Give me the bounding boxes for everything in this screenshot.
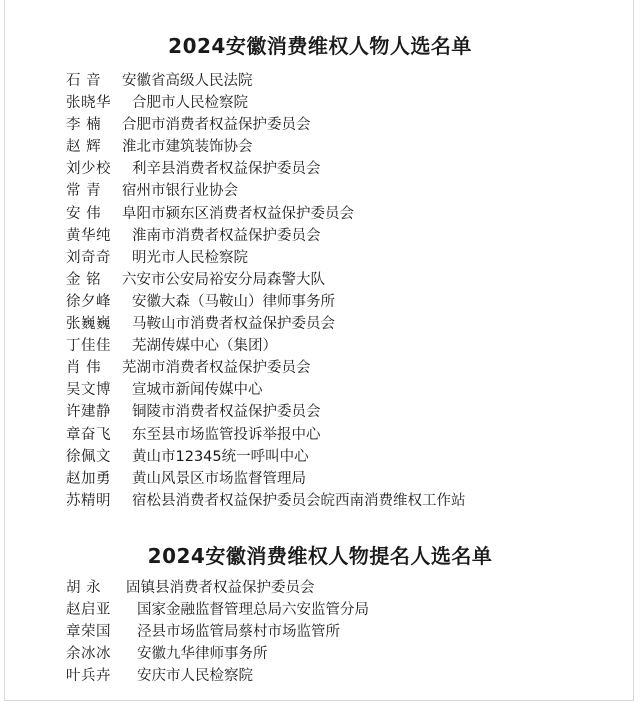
list-item (66, 225, 466, 247)
organization: 阜阳市颍东区消费者权益保护委员会 (122, 205, 354, 222)
list-item (66, 643, 369, 665)
person-name: 赵加勇 (66, 470, 111, 487)
organization: 安徽大森（马鞍山）律师事务所 (132, 293, 335, 310)
person-name: 吴文博 (66, 382, 111, 399)
list-item (66, 269, 466, 291)
section2-title: 2024安徽消费维权人物提名人选名单 (147, 544, 493, 569)
organization: 马鞍山市消费者权益保护委员会 (132, 316, 335, 333)
organization: 宿松县消费者权益保护委员会皖西南消费维权工作站 (132, 492, 466, 509)
list-item (66, 401, 466, 423)
list-item (66, 335, 466, 357)
organization: 合肥市人民检察院 (132, 95, 248, 112)
list-item (66, 468, 466, 490)
list-item (66, 247, 466, 269)
person-name: 徐夕峰 (66, 293, 111, 310)
list-item (66, 158, 466, 180)
organization: 明光市人民检察院 (132, 249, 248, 266)
person-name: 赵 辉 (66, 139, 102, 156)
person-name: 苏精明 (66, 492, 111, 509)
organization: 淮南市消费者权益保护委员会 (132, 227, 321, 244)
list-item (66, 180, 466, 202)
person-name: 黄华纯 (66, 227, 111, 244)
list-item (66, 357, 466, 379)
list-item (66, 490, 466, 512)
person-name: 常 青 (66, 183, 102, 200)
person-name: 许建静 (66, 404, 111, 421)
list-item (66, 621, 369, 643)
organization: 固镇县消费者权益保护委员会 (126, 580, 315, 596)
organization: 泾县市场监管局蔡村市场监管所 (137, 624, 340, 640)
person-name: 徐佩文 (66, 448, 111, 465)
person-name: 石 音 (66, 73, 102, 89)
organization: 淮北市建筑装饰协会 (122, 139, 253, 156)
organization: 芜湖传媒中心（集团） (132, 338, 277, 355)
section1-title: 2024安徽消费维权人物人选名单 (168, 34, 472, 59)
organization: 宣城市新闻传媒中心 (132, 382, 263, 399)
list-item (66, 665, 369, 687)
organization: 利辛县消费者权益保护委员会 (132, 161, 321, 178)
person-name: 章奋飞 (66, 426, 111, 443)
organization: 国家金融监督管理总局六安监管分局 (137, 602, 369, 618)
list-item (66, 599, 369, 621)
list-item (66, 424, 466, 446)
list-item (66, 92, 466, 114)
person-name: 丁佳佳 (66, 338, 111, 355)
organization: 芜湖市消费者权益保护委员会 (122, 360, 311, 377)
list-item (66, 577, 369, 599)
list-item (66, 291, 466, 313)
organization: 安徽九华律师事务所 (137, 646, 268, 662)
list-item (66, 70, 466, 92)
person-name: 肖 伟 (66, 360, 102, 377)
person-name: 章荣国 (66, 624, 111, 640)
person-name: 张晓华 (66, 95, 111, 112)
organization: 六安市公安局裕安分局森警大队 (122, 271, 325, 288)
organization: 合肥市消费者权益保护委员会 (122, 117, 311, 134)
person-name: 赵启亚 (66, 602, 111, 618)
organization: 安徽省高级人民法院 (122, 73, 253, 89)
person-name: 刘奇奇 (66, 249, 111, 266)
organization: 东至县市场监管投诉举报中心 (132, 426, 321, 443)
organization: 宿州市银行业协会 (122, 183, 238, 200)
organization: 安庆市人民检察院 (137, 668, 253, 684)
list-item (66, 379, 466, 401)
person-name: 叶兵卉 (66, 668, 111, 684)
section2-list (66, 577, 369, 687)
list-item (66, 446, 466, 468)
person-name: 刘少校 (66, 161, 111, 178)
list-item (66, 313, 466, 335)
person-name: 胡 永 (66, 580, 102, 596)
list-item (66, 114, 466, 136)
person-name: 李 楠 (66, 117, 102, 134)
list-item (66, 203, 466, 225)
person-name: 张巍巍 (66, 316, 111, 333)
section1-list (66, 70, 466, 512)
person-name: 金 铭 (66, 271, 102, 288)
person-name: 余冰冰 (66, 646, 111, 662)
organization: 铜陵市消费者权益保护委员会 (132, 404, 321, 421)
organization: 黄山市12345统一呼叫中心 (132, 448, 309, 465)
list-item (66, 136, 466, 158)
person-name: 安 伟 (66, 205, 102, 222)
organization: 黄山风景区市场监督管理局 (132, 470, 306, 487)
